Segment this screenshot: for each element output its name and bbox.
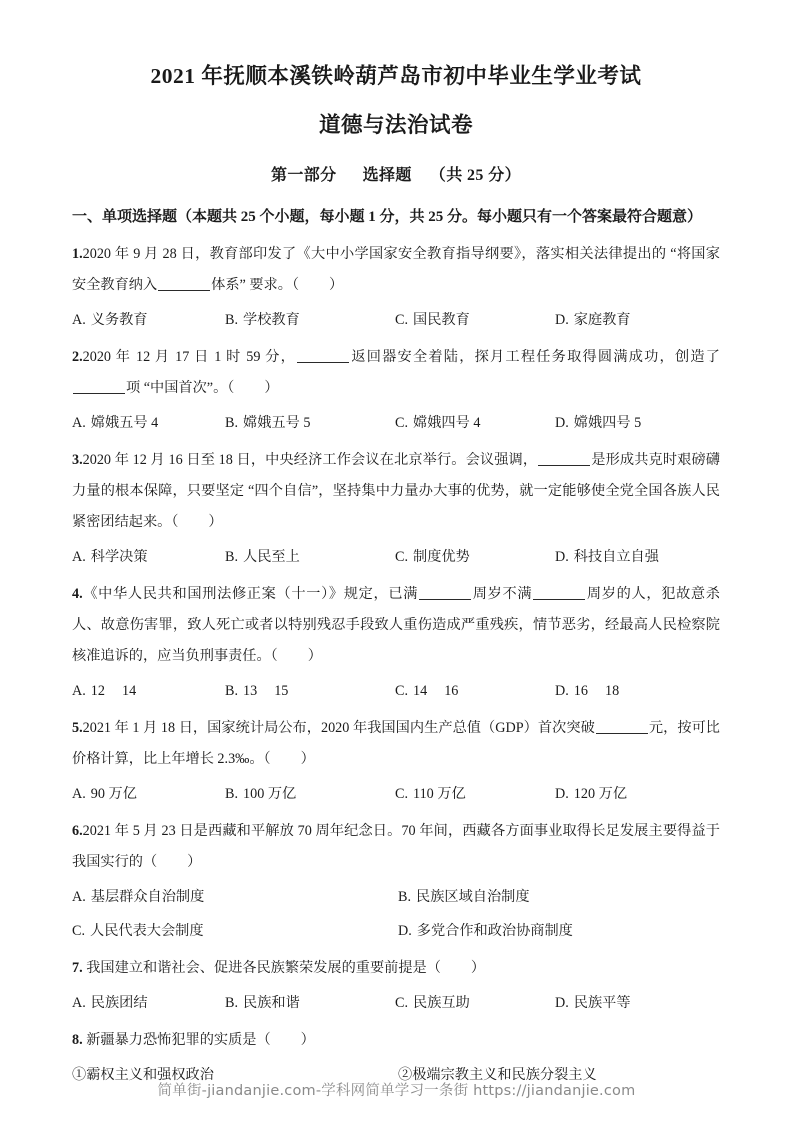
option-text: 民族和谐	[243, 995, 300, 1011]
option-text: 民族区域自治制度	[416, 889, 530, 905]
option-text: 家庭教育	[573, 312, 631, 328]
option-b[interactable]	[225, 988, 300, 1018]
option-text: 制度优势	[413, 549, 470, 565]
option-text-2: 15	[274, 683, 289, 699]
option-label: C.	[395, 415, 409, 431]
option-b[interactable]	[225, 305, 300, 335]
option-text: 义务教育	[90, 312, 148, 328]
option-a[interactable]	[72, 882, 204, 912]
question-stem	[72, 706, 720, 775]
option-label: D.	[555, 312, 569, 328]
option-text: 人民至上	[243, 549, 300, 565]
option-row	[72, 672, 720, 706]
option-text: 16	[573, 683, 588, 699]
question-text-cont: 元，按可比价格计算，比上年增长 2.3‰。（	[72, 720, 720, 767]
option-a[interactable]	[72, 676, 136, 706]
option-d[interactable]	[555, 305, 631, 335]
option-label: C.	[395, 786, 409, 802]
option-c[interactable]	[395, 305, 470, 335]
question-text-cont: 周岁不满	[472, 586, 533, 602]
option-text: 13	[243, 683, 258, 699]
option-text: 多党合作和政治协商制度	[416, 923, 573, 939]
page-subtitle: 道德与法治试卷	[318, 112, 473, 137]
option-a[interactable]	[72, 779, 137, 809]
option-row	[72, 984, 720, 1018]
question-number: 1.	[72, 246, 83, 262]
option-d[interactable]	[555, 676, 619, 706]
question-text-cont: 返回器安全着陆，探月工程任务取得圆满成功，创造了	[350, 349, 720, 365]
option-row	[72, 538, 720, 572]
option-label: C.	[395, 549, 409, 565]
option-label: D.	[398, 923, 412, 939]
option-row	[72, 301, 720, 335]
question-text-end: ）	[300, 1032, 315, 1048]
option-label: A.	[72, 312, 86, 328]
part-type: 选择题	[362, 167, 412, 184]
option-label: A.	[72, 889, 86, 905]
question-text-end: ）	[208, 514, 223, 530]
question-text-end: ）	[300, 751, 315, 767]
option-text: ①霸权主义和强权政治	[72, 1067, 214, 1083]
footer-watermark: 简单街-jiandanjie.com-学科网简单学习一条街 https://jiandanjie.com	[157, 1083, 636, 1099]
page-title: 2021 年抚顺本溪铁岭葫芦岛市初中毕业生学业考试	[150, 64, 642, 88]
option-label: C.	[72, 923, 86, 939]
option-label: B.	[225, 683, 239, 699]
question-text: 《中华人民共和国刑法修正案（十一）》规定，已满	[82, 586, 419, 602]
question-number: 6.	[72, 823, 83, 839]
question-text: 2020 年 12 月 16 日至 18 日，中央经济工作会议在北京举行。会议强调，	[82, 452, 538, 468]
option-a[interactable]	[72, 542, 148, 572]
option-b[interactable]	[225, 676, 288, 706]
option-c[interactable]	[395, 676, 458, 706]
question-text: 我国建立和谐社会、促进各民族繁荣发展的重要前提是（	[86, 960, 441, 976]
option-d[interactable]	[555, 988, 631, 1018]
question-number: 2.	[72, 349, 83, 365]
option-text-2: 18	[604, 683, 620, 699]
option-a[interactable]	[72, 988, 148, 1018]
option-label: B.	[225, 995, 239, 1011]
question-text-cont2: 周岁的人，犯故意杀人、故意伤害罪，致人死亡或者以特别残忍手段致人重伤造成严重残疾，情节恶劣，经最高人民检察院核准追诉的，应当负刑事责任。（	[72, 586, 720, 664]
option-d[interactable]	[555, 542, 659, 572]
option-text: 民族互助	[413, 995, 470, 1011]
question-stem	[72, 946, 720, 984]
option-text: 14	[413, 683, 428, 699]
option-c[interactable]	[395, 988, 470, 1018]
option-label: C.	[395, 995, 409, 1011]
option-label: B.	[225, 415, 239, 431]
fill-blank	[419, 586, 471, 600]
question-number: 8.	[72, 1032, 83, 1048]
question-text-end: ）	[470, 960, 486, 976]
question-stem	[72, 1018, 720, 1056]
option-text: 基层群众自治制度	[90, 889, 205, 905]
option-text: 科技自立自强	[573, 549, 659, 565]
question-text-end: ）	[187, 854, 202, 870]
option-d[interactable]	[555, 408, 641, 438]
option-text-2: 16	[444, 683, 459, 699]
option-row	[72, 912, 720, 946]
option-text: 国民教育	[413, 312, 470, 328]
option-text: 120 万亿	[573, 786, 628, 802]
option-label: A.	[72, 995, 86, 1011]
option-text: 嫦娥五号 5	[243, 415, 311, 431]
fill-blank	[297, 349, 349, 363]
question-text: 新疆暴力恐怖犯罪的实质是（	[86, 1032, 271, 1048]
question-text: 2020 年 9 月 28 日，教育部印发了《大中小学国家安全教育指导纲要》，落实相关法律提出的 “将国家安全教育纳入	[72, 246, 720, 293]
option-c[interactable]	[395, 542, 470, 572]
option-c[interactable]	[395, 779, 466, 809]
part-heading	[72, 136, 720, 185]
option-text: 嫦娥四号 5	[573, 415, 642, 431]
question-stem	[72, 809, 720, 878]
option-label: B.	[225, 312, 239, 328]
option-label: C.	[395, 312, 409, 328]
option-text: 100 万亿	[243, 786, 297, 802]
option-text: ②极端宗教主义和民族分裂主义	[398, 1067, 597, 1083]
option-text: 嫦娥四号 4	[413, 415, 481, 431]
question-text: 2021 年 5 月 23 日是西藏和平解放 70 周年纪念日。70 年间，西藏各方面事业取得长足发展主要得益于我国实行的（	[72, 823, 720, 870]
fill-blank	[73, 380, 125, 394]
option-text-2: 14	[121, 683, 137, 699]
question-stem	[72, 335, 720, 404]
option-a[interactable]	[72, 408, 158, 438]
option-label: B.	[225, 786, 239, 802]
question-number: 4.	[72, 586, 83, 602]
question-text: 2021 年 1 月 18 日，国家统计局公布，2020 年我国国内生产总值（GDP）首次突破	[82, 720, 595, 736]
option-text: 人民代表大会制度	[90, 923, 204, 939]
option-label: C.	[395, 683, 409, 699]
question-stem	[72, 232, 720, 301]
option-c[interactable]	[395, 408, 480, 438]
question-stem	[72, 572, 720, 672]
fill-blank	[533, 586, 585, 600]
option-b[interactable]	[398, 882, 530, 912]
option-text: 嫦娥五号 4	[90, 415, 159, 431]
option-label: D.	[555, 786, 569, 802]
fill-blank	[596, 720, 648, 734]
option-c[interactable]	[72, 916, 204, 946]
option-row	[72, 404, 720, 438]
option-text: 110 万亿	[413, 786, 466, 802]
option-b[interactable]	[225, 779, 296, 809]
option-b[interactable]	[225, 542, 300, 572]
option-label: D.	[555, 549, 569, 565]
question-text-end: ）	[307, 648, 322, 664]
option-row	[72, 878, 720, 912]
option-d[interactable]	[555, 779, 627, 809]
question-text-cont2: 项 “中国首次”。（	[126, 380, 235, 396]
question-number: 3.	[72, 452, 83, 468]
option-text: 学校教育	[243, 312, 300, 328]
question-text: 2020 年 12 月 17 日 1 时 59 分，	[82, 349, 297, 365]
option-text: 民族平等	[573, 995, 631, 1011]
part-score: （共 25 分）	[429, 167, 521, 184]
fill-blank	[158, 277, 210, 291]
page-content	[72, 0, 720, 1090]
question-text-cont: 是形成共克时艰磅礴力量的根本保障，只要坚定 “四个自信”，坚持集中力量办大事的优势，就一定能够使全党全国各族人民紧密团结起来。（	[72, 452, 720, 530]
question-number: 7.	[72, 960, 83, 976]
option-label: A.	[72, 683, 86, 699]
option-text: 90 万亿	[90, 786, 137, 802]
part-label: 第一部分	[270, 167, 337, 184]
option-b[interactable]	[225, 408, 310, 438]
option-label: B.	[398, 889, 412, 905]
question-stem	[72, 438, 720, 538]
option-label: D.	[555, 415, 569, 431]
question-text-end: ）	[329, 277, 344, 293]
section-instruction: 一、单项选择题（本题共 25 个小题，每小题 1 分，共 25 分。每小题只有一个答案最符合题意）	[72, 209, 703, 225]
question-text-cont: 体系” 要求。（	[211, 277, 300, 293]
option-label: A.	[72, 786, 86, 802]
option-label: D.	[555, 683, 569, 699]
question-text-end: ）	[264, 380, 279, 396]
fill-blank	[538, 452, 590, 466]
question-number: 5.	[72, 720, 83, 736]
option-d[interactable]	[398, 916, 573, 946]
option-a[interactable]	[72, 305, 148, 335]
option-label: A.	[72, 549, 86, 565]
option-text: 12	[90, 683, 105, 699]
option-row	[72, 775, 720, 809]
option-label: A.	[72, 415, 86, 431]
option-label: B.	[225, 549, 239, 565]
option-text: 民族团结	[90, 995, 148, 1011]
option-label: D.	[555, 995, 569, 1011]
option-text: 科学决策	[90, 549, 148, 565]
